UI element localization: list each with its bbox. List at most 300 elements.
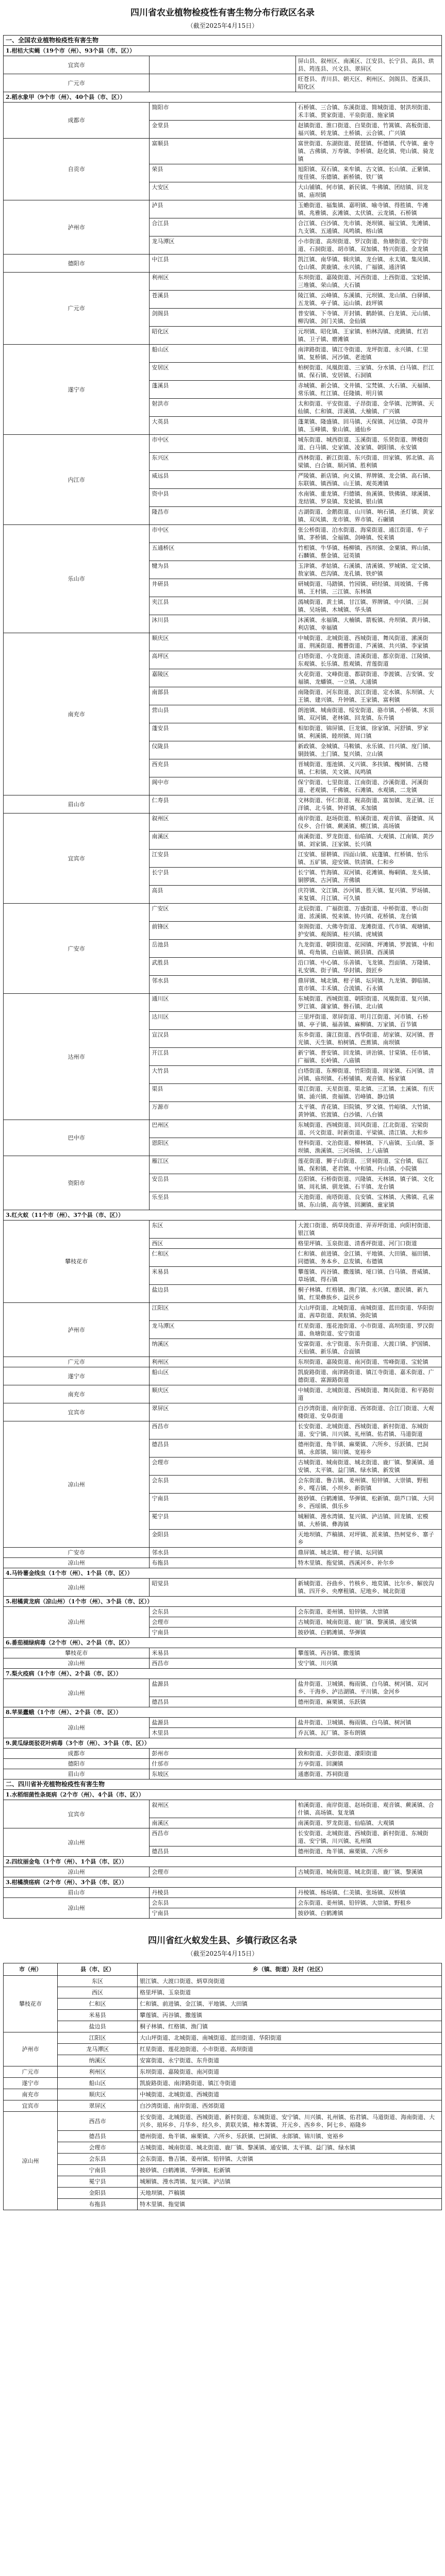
county-cell: 东兴区 [150,453,295,471]
fire-ant-row [4,2089,442,2100]
county-cell: 江安县 [150,850,295,868]
county-cell: 西昌市 [150,1658,295,1669]
city-cell: 遂宁市 [4,2078,58,2089]
county-cell: 营山县 [150,705,295,723]
towns-cell: 富世街道、东湖街道、琵琶镇、怀德镇、代寺镇、童寺镇、古佛镇、万寿镇、李桥镇、赵化镇、兜山镇、骑龙镇 [295,139,441,164]
towns-cell: 柏溪街道、南岸街道、赵场街道、观音镇、蕨溪镇、合什镇、高场镇、复龙镇 [295,1800,441,1818]
towns-cell: 庆符镇、文江镇、沙河镇、胜天镇、复兴镇、罗场镇、来复镇、月江镇、可久镇 [295,886,441,904]
county-cell: 顺庆区 [150,1385,295,1403]
distribution-row [4,74,442,92]
county-cell: 利州区 [150,273,295,291]
distribution-row [4,345,442,363]
towns-cell: 方亭街道、回澜镇 [295,1759,441,1769]
county-cell: 顺庆区 [58,2089,138,2100]
towns-cell: 东坝街道、嘉陵街道、河西街道、上西街道、宝轮镇、三堆镇、荣山镇、大石镇 [295,273,441,291]
county-cell: 南部县 [150,687,295,705]
pest-heading: 1.柑桔大实蝇（19个市（州）、93个县（市、区）） [4,46,442,56]
towns-cell: 火花街道、文峰街道、都尉街道、李渡镇、吉安镇、安福镇、龙蟠镇、一立镇、大通镇 [295,669,441,687]
section-heading-row [4,1780,442,1790]
city-cell: 眉山市 [4,1888,150,1898]
towns-cell: 沿口镇、中心镇、乐善镇、飞龙镇、烈面镇、万隆镇、礼安镇、街子镇、华封镇、鼓匠乡 [295,958,441,976]
city-cell: 凉山州 [4,1828,150,1857]
county-cell: 通川区 [150,994,295,1012]
city-cell: 广元市 [4,273,150,345]
towns-cell: 北辰街道、广福街道、万盛街道、中桥街道、枣山街道、浓溪镇、悦来镇、协兴镇、花桥镇、龙台镇 [295,904,441,922]
towns-cell: 竹根镇、牛华镇、杨柳镇、西坝镇、金粟镇、辉山镇、石麟镇、蔡金镇、冠英镇 [295,543,441,561]
distribution-row [4,1156,442,1174]
county-cell: 井研县 [150,579,295,597]
fire-ant-row [4,2112,442,2131]
towns-cell: 文林街道、怀仁街道、视高街道、富加镇、龙正镇、汪洋镇、北斗镇、钟祥镇、禾加镇 [295,795,441,814]
towns-cell: 旭阳镇、双石镇、来牟镇、古文镇、长山镇、正紫镇、度佳镇、乐德镇、新桥镇、铁厂镇 [295,164,441,182]
document-title: 四川省农业植物检疫性有害生物分布行政区名录 [130,8,315,18]
county-cell: 会理市 [150,1617,295,1628]
fire-ant-table-header-row [4,1963,442,1976]
county-cell: 安居区 [150,363,295,381]
header-city: 市（州） [4,1963,58,1976]
towns-cell: 城厢镇、漫水湾镇、复兴镇、泸沽镇 [138,2176,442,2188]
fire-ant-row [4,1976,442,1987]
pest-heading-row [4,46,442,56]
distribution-row [4,139,442,164]
pest-heading: 3.红火蚁（11个市（州）、37个县（市、区）） [4,1210,442,1221]
towns-cell: 德州街道、角半镇、麻栗镇、六所乡、乐跃镇、巴洞镇、永郎镇、锦川镇、宽裕乡 [138,2131,442,2142]
county-cell: 西充县 [150,759,295,777]
distribution-row [4,1888,442,1898]
towns-cell: 晋城街道、莲池镇、义兴镇、多扶镇、槐树镇、古楼镇、仁和镇、关文镇、凤鸣镇 [295,759,441,777]
towns-cell: 研城街道、马踏镇、竹园镇、研经镇、周坡镇、千佛镇、王村镇、三江镇、东林镇 [295,579,441,597]
pest-heading: 6.番茄褪绿病毒（2个市（州）、2个县（市、区）） [4,1638,442,1648]
towns-cell: 德州街道、角半镇、麻栗镇、六所乡、乐跃镇、巴洞镇、永郎镇、锦川镇、宽裕乡 [295,1439,441,1458]
county-cell: 宁南县 [58,2165,138,2176]
city-cell: 遂宁市 [4,1367,150,1385]
fire-ant-row [4,2165,442,2176]
county-cell: 高坪区 [150,651,295,669]
fire-ant-row [4,2154,442,2165]
city-cell: 凉山州 [4,1718,150,1738]
county-cell: 渠县 [150,1084,295,1102]
county-cell: 蓬溪县 [150,381,295,399]
document-subtitle-2: （截至2025年4月15日） [187,1950,258,1957]
pest-heading-row [4,1877,442,1888]
distribution-row [4,1367,442,1385]
county-cell: 达川区 [150,1012,295,1030]
county-cell: 盐边县 [58,2021,138,2032]
towns-cell: 沐溪镇、永福镇、大楠镇、箭板镇、舟坝镇、黄丹镇、利店镇、幸福镇 [295,615,441,633]
distribution-row [4,1759,442,1769]
towns-cell: 屏山县、叙州区、南溪区、江安县、长宁县、高县、珙县、筠连县、兴文县、翠屏区 [295,56,441,74]
towns-cell: 大山铺镇、何市镇、新民镇、牛佛镇、团结镇、回龙镇、庙坝镇 [295,182,441,200]
county-cell: 冕宁县 [150,1512,295,1530]
section-heading: 二、四川省补充植物检疫性有害生物 [4,1780,442,1790]
city-cell: 凉山州 [4,1579,150,1597]
city-cell: 凉山州 [4,1658,150,1669]
towns-cell: 格里坪镇、玉泉街道 [138,1987,442,1998]
city-cell: 宜宾市 [4,56,150,74]
county-cell: 市中区 [150,525,295,543]
county-cell: 德昌县 [150,1439,295,1458]
distribution-row [4,1357,442,1367]
distribution-row [4,273,442,291]
distribution-row [4,200,442,218]
towns-cell: 普安镇、下寺镇、开封镇、鹤龄镇、白龙镇、元山镇、柳沟镇、剑门关镇、金仙镇 [295,309,441,327]
city-cell: 乐山市 [4,525,150,633]
distribution-row [4,1800,442,1818]
county-cell: 米易县 [58,2010,138,2021]
distribution-row [4,1558,442,1568]
fire-ant-row [4,2078,442,2089]
document-title-2: 四川省红火蚁发生县、乡镇行政区名录 [148,1936,297,1946]
towns-cell: 奎阁街道、大佛寺街道、龙滩街道、代市镇、观塘镇、护安镇、观阁镇、桂兴镇、虎城镇 [295,922,441,940]
towns-cell: 严陵镇、新店镇、向义镇、界牌镇、龙会镇、高石镇、东联镇、镇西镇、山王镇、观英滩镇 [295,471,441,489]
city-cell: 宜宾市 [4,1800,150,1828]
towns-cell: 古城街道、城南街道、鹿厂镇、黎溪镇、通安镇 [295,1617,441,1628]
county-cell: 德昌县 [150,1697,295,1707]
county-cell: 宣汉县 [150,1030,295,1048]
county-cell: 米易县 [150,1648,295,1658]
city-cell: 南充市 [4,2089,58,2100]
towns-cell: 盐井街道、卫城镇、梅雨镇、白乌镇、树河镇 [295,1718,441,1728]
towns-cell: 披砂镇、白鹤滩镇、华弹镇 [295,1628,441,1638]
towns-cell: 漹城街道、黄土镇、甘江镇、界牌镇、中兴镇、三洞镇、吴场镇、木城镇、华头镇 [295,597,441,615]
county-cell: 荣县 [150,164,295,182]
distribution-row [4,1579,442,1597]
county-cell: 乐至县 [150,1192,295,1210]
towns-cell: 鼎屏镇、城北镇、柑子镇、坛同镇、九龙镇、御临镇、袁市镇、丰禾镇、合流镇、石永镇 [295,976,441,994]
city-cell: 广元市 [4,2066,58,2078]
county-cell: 夹江县 [150,597,295,615]
pest-heading: 5.柑橘黄龙病（凉山州）（1个市（州）、3个县（市、区）） [4,1597,442,1607]
towns-cell: 登科街道、文治街道、柳林镇、下八庙镇、玉山镇、茶坝镇、渔溪镇、三河场镇、上八庙镇 [295,1138,441,1156]
county-cell: 会东县 [150,1476,295,1494]
county-cell: 开江县 [150,1048,295,1066]
towns-cell: 天地坝镇、芦稿镇 [138,2188,442,2199]
county-cell: 布拖县 [58,2199,138,2210]
towns-cell: 中城街道、北城街道、西城街道、舞凤街道、和平路街道 [295,1385,441,1403]
pest-heading: 9.黄瓜绿斑驳花叶病毒（3个市（州）、3个县（市、区）） [4,1738,442,1749]
city-cell: 达州市 [4,994,150,1120]
towns-cell: 东城街道、西城街道、回风街道、江北街道、宕梁街道、兴文街道、时新街道、平梁镇、清江镇、大和乡 [295,1120,441,1138]
distribution-row [4,1403,442,1421]
distribution-row [4,633,442,651]
distribution-row [4,1867,442,1877]
city-cell: 宜宾市 [4,1403,150,1421]
towns-cell: 会东街道、鲁吉镇、姜州镇、铅锌镇、大崇镇 [138,2154,442,2165]
county-cell: 龙马潭区 [58,2044,138,2055]
distribution-row [4,795,442,814]
county-cell: 盐边县 [150,1285,295,1303]
pest-heading-row [4,1568,442,1579]
towns-cell: 鼎屏镇、城北镇、柑子镇、坛同镇 [295,1548,441,1558]
county-cell: 五通桥区 [150,543,295,561]
county-cell: 长宁县 [150,868,295,886]
towns-cell: 天池街道、南塔街道、良安镇、宝林镇、大佛镇、孔雀镇、东山镇、高寺镇、回澜镇、童家镇 [295,1192,441,1210]
towns-cell: 蓬莱镇、隆盛镇、回马镇、天保镇、河边镇、卓筒井镇、玉峰镇、象山镇、通仙乡 [295,417,441,435]
pest-heading: 4.马铃薯金线虫（1个市（州）、1个县（市、区）） [4,1568,442,1579]
towns-cell: 天地坝镇、芦稿镇、对坪镇、派来镇、热柯觉乡、寨子乡 [295,1530,441,1548]
county-cell: 昭化区 [150,327,295,345]
towns-cell: 陵江镇、云峰镇、东溪镇、元坝镇、龙山镇、白驿镇、五龙镇、亭子镇、运山镇、歧坪镇 [295,291,441,309]
towns-cell: 元坝镇、昭化镇、王家镇、柏林沟镇、虎跳镇、红岩镇、卫子镇、磨滩镇 [295,327,441,345]
towns-cell: 大渡口街道、炳草岗街道、弄弄坪街道、向阳村街道、银江镇 [295,1221,441,1239]
county-cell: 江阳区 [58,2032,138,2044]
county-cell: 西区 [58,1987,138,1998]
section-heading-row [4,36,442,46]
fire-ant-row [4,2188,442,2199]
county-cell: 东坡区 [150,1769,295,1780]
county-cell: 雁江区 [150,1156,295,1174]
towns-cell: 白塔街道、小龙街道、清溪街道、都京街道、江陵镇、东观镇、长乐镇、胜观镇、青莲街道 [295,651,441,669]
towns-cell: 江安镇、留耕镇、四面山镇、底蓬镇、红桥镇、怡乐镇、五矿镇、迎安镇、铁清镇、仁和乡 [295,850,441,868]
distribution-row [4,1421,442,1439]
county-cell: 昭觉县 [150,1579,295,1597]
towns-cell: 凯江镇、南华镇、辑庆镇、龙台镇、永太镇、集凤镇、仓山镇、黄鹿镇、永兴镇、广福镇、通济镇 [295,255,441,273]
pest-heading: 8.苹果蠹蛾（1个市（州）、2个县（市、区）） [4,1707,442,1718]
document-subtitle: （截至2025年4月15日） [187,22,258,29]
header-towns: 乡（镇、街道）及村（社区） [138,1963,442,1976]
towns-cell: 攀莲镇、丙谷镇、撒莲镇、垭口镇、白马镇、普威镇、草场镇、得石镇 [295,1267,441,1285]
fire-ant-row [4,2032,442,2044]
city-cell: 凉山州 [4,1679,150,1707]
towns-cell: 赵镇街道、淮口街道、白果街道、竹篙镇、高板街道、福兴镇、转龙镇、土桥镇、云合镇、广兴镇 [295,121,441,139]
county-cell: 岳池县 [150,940,295,958]
city-cell: 凉山州 [4,1421,150,1548]
towns-cell: 披砂镇、白鹤滩镇 [295,1908,441,1919]
county-cell: 船山区 [150,345,295,363]
pest-heading-row [4,1638,442,1648]
pest-heading-row [4,92,442,103]
city-cell: 泸州市 [4,200,150,255]
towns-cell: 玉津镇、孝姑镇、石溪镇、清溪镇、罗城镇、定文镇、敖家镇、芭沟镇、龙孔镇、铁炉镇 [295,561,441,579]
city-cell: 凉山州 [4,1867,150,1877]
county-cell: 德昌县 [58,2131,138,2142]
county-cell: 会理市 [150,1867,295,1877]
towns-cell: 太平镇、青花镇、旧院镇、罗文镇、竹峪镇、大竹镇、黄钟镇、官渡镇、白沙镇、八台镇 [295,1102,441,1120]
towns-cell: 通惠街道、苏祠街道 [295,1769,441,1780]
distribution-row [4,1749,442,1759]
city-cell: 自贡市 [4,139,150,200]
section-heading: 一、全国农业植物检疫性有害生物 [4,36,442,46]
pest-heading-row [4,1597,442,1607]
city-cell: 巴中市 [4,1120,150,1156]
fire-ant-row [4,2142,442,2154]
distribution-row [4,1548,442,1558]
pest-distribution-table [3,35,442,1919]
city-cell: 凉山州 [4,1898,150,1919]
towns-cell: 披砂镇、白鹤滩镇、华弹镇、松新镇 [138,2165,442,2176]
towns-cell: 银江镇、大渡口街道、炳草岗街道 [138,1976,442,1987]
towns-cell: 桐子林镇、红格镇、渔门镇 [138,2021,442,2032]
pest-distribution-table-body [4,36,442,1919]
county-cell: 龙马潭区 [150,1321,295,1339]
towns-cell: 中城街道、北城街道、西城街道 [138,2089,442,2100]
county-cell: 会东县 [58,2154,138,2165]
pest-heading: 2.四纹丽金龟（1个市（州）、1个县（市、区）） [4,1857,442,1867]
pest-heading: 2.稻水象甲（9个市（州）、40个县（市、区）） [4,92,442,103]
city-cell: 南充市 [4,633,150,795]
header-county: 县（市、区） [58,1963,138,1976]
towns-cell: 仁和镇、前进镇、金江镇、平地镇、大田镇、福田镇、同德镇、务本乡、总发镇、布德镇 [295,1249,441,1267]
distribution-row [4,56,442,74]
fire-ant-row [4,2131,442,2142]
fire-ant-row [4,2010,442,2021]
pest-heading-row [4,1857,442,1867]
county-cell: 沐川县 [150,615,295,633]
towns-cell: 仁和镇、前进镇、金江镇、平地镇、大田镇 [138,1998,442,2010]
county-cell: 江阳区 [150,1303,295,1321]
towns-cell: 东坝街道、嘉陵街道、南河街道、雪峰街道、宝轮镇 [295,1357,441,1367]
towns-cell: 相如街道、锦屏镇、巨龙镇、徐家镇、河舒镇、罗家镇、利溪镇、睦坝镇、周口镇 [295,723,441,741]
fire-ant-row [4,2199,442,2210]
towns-cell: 新宁镇、普安镇、回龙镇、讲治镇、甘棠镇、任市镇、广福镇、长岭镇、八庙镇 [295,1048,441,1066]
city-cell: 广安市 [4,904,150,994]
county-cell: 前锋区 [150,922,295,940]
towns-cell: 保宁街道、七里街道、江南街道、沙溪街道、河溪街道、老观镇、千佛镇、石滩镇、水观镇、二龙镇 [295,777,441,795]
city-cell: 德阳市 [4,255,150,273]
distribution-row [4,1607,442,1617]
county-cell: 翠屏区 [150,1403,295,1421]
fire-ant-row [4,1998,442,2010]
county-cell: 威远县 [150,471,295,489]
county-cell: 彭州市 [150,1749,295,1759]
city-cell: 泸州市 [4,1303,150,1357]
county-cell: 富顺县 [150,139,295,164]
towns-cell: 红星街道、莲花池街道、小市街道、高坝街道、罗汉街道、鱼塘街道、安宁街道 [295,1321,441,1339]
county-cell: 德昌县 [150,1846,295,1857]
fire-ant-row [4,2100,442,2112]
towns-cell: 会东街道、鲁吉镇、姜州镇、铅锌镇、大崇镇、野租乡、嘎吉镇、小坝乡、新街镇 [295,1476,441,1494]
county-cell: 叙州区 [150,814,295,832]
city-cell: 凉山州 [4,1607,150,1638]
towns-cell: 古城街道、城南街道、城北街道、鹿厂镇、黎溪镇、通安镇、太平镇、益门镇、绿水镇、新发镇 [295,1458,441,1476]
city-cell: 资阳市 [4,1156,150,1210]
towns-cell: 合江镇、白沙镇、先市镇、尧坝镇、福宝镇、先滩镇、九支镇、五通镇、凤鸣镇、榕山镇 [295,218,441,236]
towns-cell: 古城街道、城南街道、城北街道、鹿厂镇、黎溪镇 [295,1867,441,1877]
towns-cell: 桐子林镇、红格镇、渔门镇、永兴镇、惠民镇、新九镇、红果彝族乡、益民乡 [295,1285,441,1303]
distribution-row [4,1898,442,1908]
county-cell: 丹棱县 [150,1888,295,1898]
city-cell: 眉山市 [4,795,150,814]
towns-cell: 白沙湾街道、南岸街道、西郊街道、合江门街道、大观楼街道、安阜街道 [295,1403,441,1421]
city-cell: 凉山州 [4,2112,58,2210]
county-cell: 安岳县 [150,1174,295,1192]
towns-cell: 长安街道、北城街道、西城街道、新村街道、东城街道、安宁镇、川兴镇、礼州镇、佑君镇、马道街道、海南街道、大兴乡、琅环乡、月华乡、经久乡、黄联关镇、樟木箐镇、开元乡、西乡乡、阿七乡、裕隆乡 [138,2112,442,2131]
towns-cell: 致和街道、天彭街道、濛阳街道 [295,1749,441,1759]
towns-cell: 渠江街道、天星街道、渠北镇、三汇镇、土溪镇、有庆镇、涌兴镇、贵福镇、岩峰镇、静边镇 [295,1084,441,1102]
county-cell [150,56,295,74]
county-cell: 纳溪区 [58,2055,138,2066]
city-cell: 攀枝花市 [4,1648,150,1658]
city-cell: 德阳市 [4,1759,150,1769]
fire-ant-table [3,1963,442,2210]
towns-cell: 赤城镇、新会镇、文井镇、宝梵镇、大石镇、天福镇、常乐镇、红江镇、任隆镇、明月镇 [295,381,441,399]
towns-cell: 丹棱镇、杨场镇、仁美镇、张场镇、双桥镇 [295,1888,441,1898]
distribution-row [4,1769,442,1780]
distribution-row [4,814,442,832]
towns-cell: 新政镇、金城镇、马鞍镇、永乐镇、日兴镇、度门镇、铜鼓镇、土门镇、复兴镇、立山镇 [295,741,441,759]
towns-cell: 古湖街道、金鹅街道、山川镇、响石镇、圣灯镇、黄家镇、双凤镇、龙市镇、界市镇、石碾镇 [295,507,441,525]
towns-cell: 特木里镇、拖觉镇 [138,2199,442,2210]
towns-cell: 安宁镇、川兴镇 [295,1658,441,1669]
towns-cell: 太和街道、平安街道、子昂街道、金华镇、沱牌镇、天仙镇、仁和镇、洋溪镇、大榆镇、广兴镇 [295,399,441,417]
towns-cell: 会东街道、姜州镇、铅锌镇、大崇镇 [295,1607,441,1617]
towns-cell: 南岸街道、赵场街道、柏溪街道、观音镇、喜捷镇、凤仪乡、合什镇、蕨溪镇、横江镇、高场镇 [295,814,441,832]
fire-ant-row [4,2176,442,2188]
county-cell: 西区 [150,1239,295,1249]
county-cell: 米易县 [150,1267,295,1285]
towns-cell: 长安街道、北城街道、西城街道、新村街道、东城街道、安宁镇、川兴镇、礼州镇、佑君镇、马道街道 [295,1421,441,1439]
distribution-row [4,255,442,273]
city-cell: 广安市 [4,1548,150,1558]
towns-cell: 德州街道、角半镇、麻栗镇、六所乡 [295,1846,441,1857]
towns-cell: 长安街道、北城街道、西城街道、新村街道、东城街道、安宁镇、川兴镇、礼州镇 [295,1828,441,1846]
towns-cell: 石桥镇、三合镇、东溪街道、简城街道、射洪坝街道、禾丰镇、贾家街道、平泉街道、施家镇 [295,103,441,121]
towns-cell: 白沙湾街道、南岸街道、西郊街道 [138,2100,442,2112]
county-cell: 合江县 [150,218,295,236]
city-cell: 内江市 [4,435,150,525]
county-cell: 大竹县 [150,1066,295,1084]
towns-cell: 东乡街道、蒲江街道、西华街道、胡家镇、双河镇、普光镇、天生镇、柏树镇、芭蕉镇、南坝镇 [295,1030,441,1048]
fire-ant-row [4,2044,442,2055]
county-cell: 广安区 [150,904,295,922]
city-cell: 泸州市 [4,2032,58,2066]
towns-cell: 安富街道、永宁街道、东升街道、大渡口镇、护国镇、天仙镇、新乐镇、合面镇 [295,1339,441,1357]
towns-cell: 新城街道、谷曲乡、竹核乡、地莫镇、比尔乡、解放沟镇、四开乡、央摩租镇、尼地乡、城北街道 [295,1579,441,1597]
county-cell: 盐源县 [150,1718,295,1728]
county-cell: 宁南县 [150,1628,295,1638]
towns-cell: 特木里镇、拖觉镇、西溪河乡、补尔乡 [295,1558,441,1568]
towns-cell: 城厢镇、漫水湾镇、复兴镇、泸沽镇、回龙镇、宏模镇、大桥镇、彝海镇 [295,1512,441,1530]
pest-heading-row [4,1669,442,1679]
county-cell: 苍溪县 [150,291,295,309]
county-cell: 邻水县 [150,976,295,994]
county-cell: 会东县 [150,1898,295,1908]
towns-cell: 南溪街道、罗龙街道、仙临镇、大观镇 [295,1818,441,1828]
towns-cell: 大山坪街道、北城街道、南城街道、蓝田街道、华阳街道 [138,2032,442,2044]
distribution-row [4,1828,442,1846]
distribution-row [4,103,442,121]
city-cell: 成都市 [4,1749,150,1759]
towns-cell: 东坝街道、嘉陵街道、南河街道 [138,2066,442,2078]
county-cell: 隆昌市 [150,507,295,525]
county-cell: 会理市 [150,1458,295,1476]
towns-cell: 会东街道、姜州镇、铅锌镇、大崇镇、野租乡 [295,1898,441,1908]
county-cell: 纳溪区 [150,1339,295,1357]
county-cell: 会理市 [58,2142,138,2154]
county-cell: 叙州区 [150,1800,295,1818]
city-cell: 凉山州 [4,1558,150,1568]
fire-ant-row [4,2055,442,2066]
distribution-row [4,525,442,543]
county-cell: 恩阳区 [150,1138,295,1156]
county-cell: 仁和区 [58,1998,138,2010]
city-cell: 成都市 [4,103,150,139]
pest-heading: 3.柑橘溃疡病（2个市（州）、3个县（市、区）） [4,1877,442,1888]
city-cell: 宜宾市 [4,2100,58,2112]
pest-heading: 7.梨火疫病（1个市（州）、2个县（市、区）） [4,1669,442,1679]
city-cell: 遂宁市 [4,345,150,435]
county-cell: 武胜县 [150,958,295,976]
county-cell: 阆中市 [150,777,295,795]
county-cell: 资中县 [150,489,295,507]
county-cell: 船山区 [150,1367,295,1385]
county-cell: 利州区 [150,1357,295,1367]
towns-cell: 南隆街道、河东街道、滨江街道、定水镇、东坝镇、大王镇、建兴镇、升钟镇、王家镇、富利镇 [295,687,441,705]
towns-cell: 格里坪镇、玉泉街道、清香坪街道、河门口街道 [295,1239,441,1249]
county-cell: 简阳市 [150,103,295,121]
county-cell: 南溪区 [150,832,295,850]
distribution-row [4,435,442,453]
